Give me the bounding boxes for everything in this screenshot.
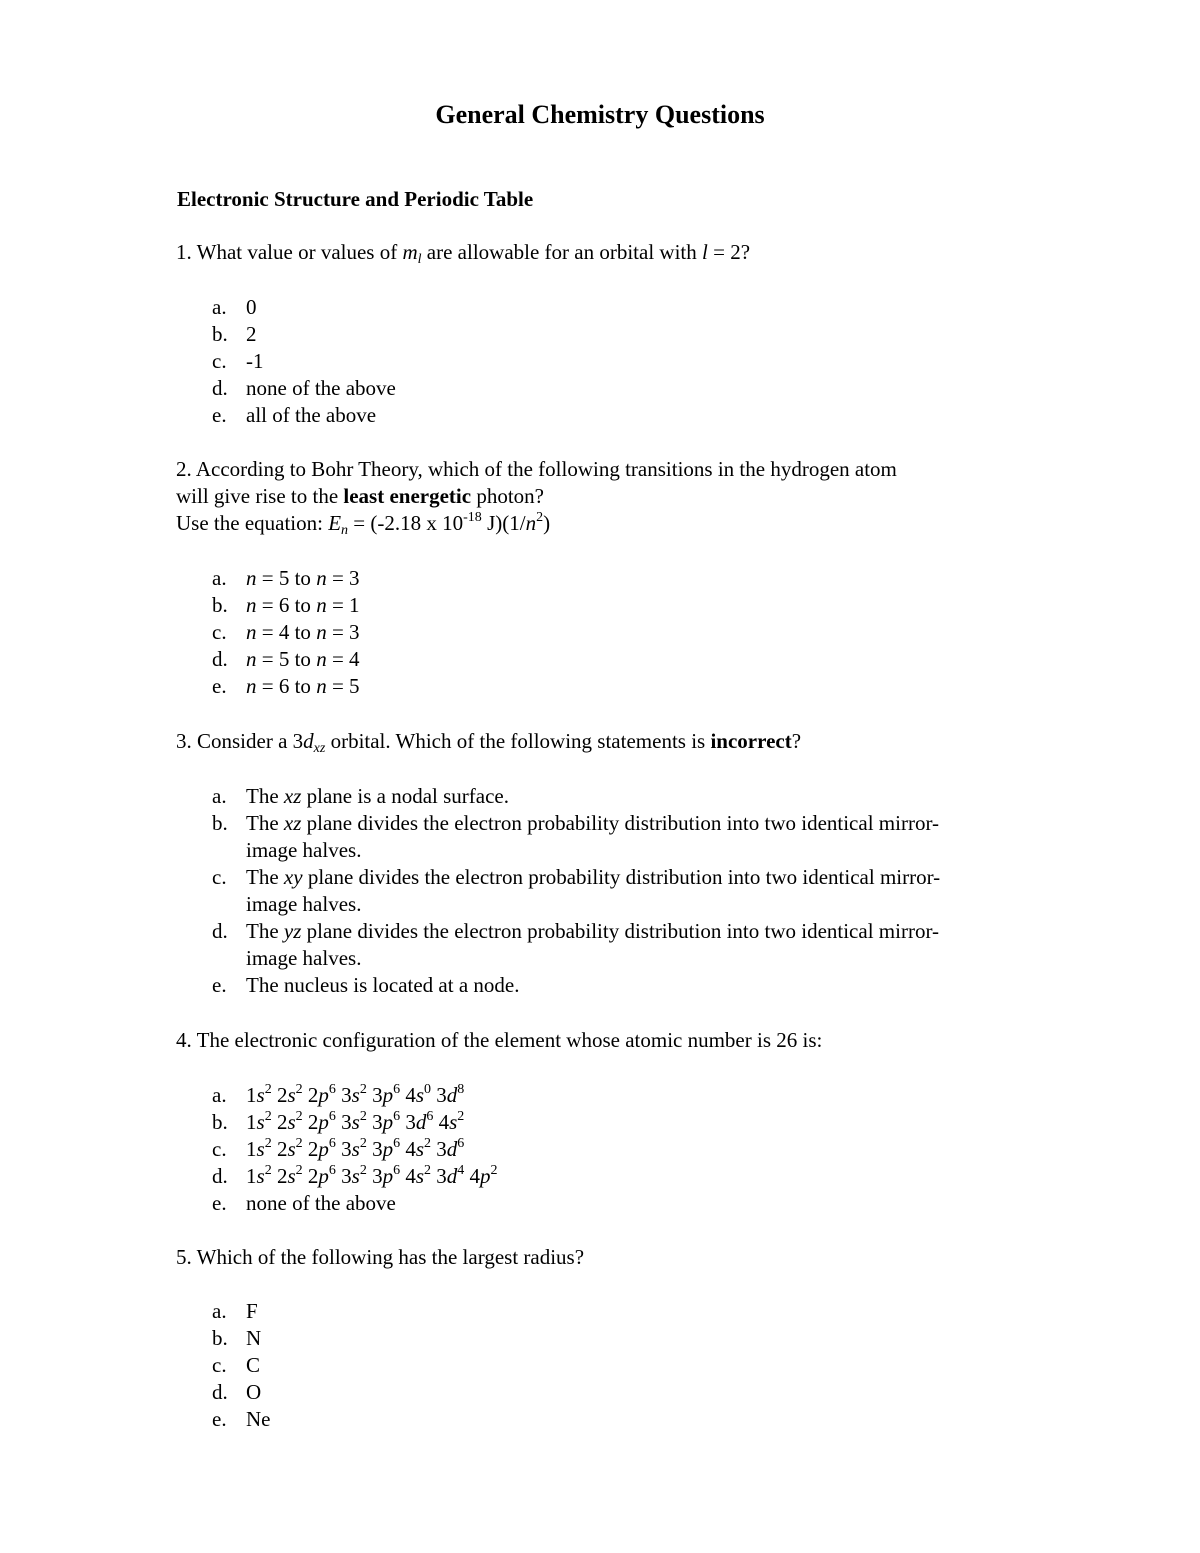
- option-text: [246, 810, 966, 864]
- option-pre: The: [246, 919, 284, 943]
- subshell-letter: p: [480, 1164, 491, 1188]
- orbital-term: [246, 1164, 272, 1188]
- from-value: 5: [278, 566, 290, 590]
- to-word: to: [289, 620, 317, 644]
- electron-count: 0: [424, 1082, 431, 1097]
- subshell-letter: d: [446, 1137, 458, 1161]
- orbital-term: [436, 1137, 464, 1161]
- orbital-term: [308, 1164, 336, 1188]
- shell-number: 3: [436, 1164, 447, 1188]
- electron-count: 2: [424, 1163, 431, 1178]
- option: [212, 592, 966, 619]
- q3-d-sub: xz: [313, 741, 326, 756]
- subshell-letter: s: [415, 1137, 424, 1161]
- option-text: [246, 783, 966, 810]
- q2-eq-exp2: 2: [536, 510, 544, 525]
- option: [212, 375, 966, 402]
- q2-eq-e: E: [328, 511, 342, 535]
- orbital-term: [372, 1110, 400, 1134]
- electron-count: 2: [457, 1109, 465, 1124]
- subshell-letter: p: [382, 1083, 394, 1107]
- eq-sign: =: [256, 647, 279, 671]
- subshell-letter: s: [287, 1083, 296, 1107]
- option: [212, 972, 966, 999]
- q2-bold: least energetic: [343, 484, 472, 508]
- electron-count: 6: [393, 1109, 401, 1124]
- shell-number: 3: [405, 1110, 416, 1134]
- option: [212, 321, 966, 348]
- q2-line-2-post: photon?: [471, 484, 544, 508]
- option-text: C: [246, 1353, 261, 1377]
- option-text: 2: [246, 322, 257, 346]
- from-value: 6: [278, 593, 290, 617]
- option-text: -1: [246, 349, 264, 373]
- to-word: to: [289, 566, 317, 590]
- electron-count: 2: [424, 1136, 431, 1151]
- q1-ml-var: m: [402, 240, 418, 264]
- subshell-letter: s: [287, 1137, 296, 1161]
- n-var: n: [246, 620, 257, 644]
- orbital-term: [341, 1164, 367, 1188]
- orbital-term: [405, 1164, 431, 1188]
- orbital-term: [405, 1083, 431, 1107]
- electron-count: 2: [359, 1082, 367, 1097]
- q3-d: d: [303, 729, 314, 753]
- orbital-term: [277, 1137, 303, 1161]
- electron-count: 2: [490, 1163, 498, 1178]
- option-letter: a.: [212, 1083, 227, 1107]
- subshell-letter: p: [382, 1164, 394, 1188]
- shell-number: 3: [341, 1164, 352, 1188]
- electron-count: 6: [328, 1109, 336, 1124]
- shell-number: 4: [405, 1137, 416, 1161]
- q1-text-pre: 1. What value or values of: [176, 240, 403, 264]
- q2-eq-sub: n: [341, 523, 349, 538]
- option-post: plane divides the electron probability distribution into two identical mirror-image halves.: [246, 919, 940, 970]
- option-text: [246, 619, 966, 646]
- option-letter: a.: [212, 566, 227, 590]
- n-var: n: [316, 674, 327, 698]
- electron-count: 2: [295, 1163, 303, 1178]
- electron-config: [246, 1109, 966, 1136]
- question-1-options: [212, 294, 966, 429]
- to-value: 3: [349, 566, 360, 590]
- electron-count: 4: [457, 1163, 465, 1178]
- q2-line-2-pre: will give rise to the: [176, 484, 344, 508]
- electron-config: [246, 1136, 966, 1163]
- q2-line-2: [176, 483, 1016, 510]
- option-letter: d.: [212, 1380, 228, 1404]
- q1-ml-sub: l: [417, 252, 422, 267]
- q2-equation: [176, 510, 1016, 537]
- eq-sign: =: [326, 593, 350, 617]
- orbital-term: [470, 1164, 498, 1188]
- option-letter: b.: [212, 1326, 228, 1350]
- option-text: N: [246, 1326, 262, 1350]
- q2-eq-post: ): [543, 511, 551, 535]
- shell-number: 3: [372, 1137, 383, 1161]
- shell-number: 2: [276, 1164, 288, 1188]
- option: [212, 565, 966, 592]
- question-3-options: [212, 783, 966, 999]
- option-letter: b.: [212, 811, 228, 835]
- option-letter: c.: [212, 865, 227, 889]
- option-text: O: [246, 1380, 262, 1404]
- shell-number: 3: [372, 1083, 383, 1107]
- from-value: 5: [278, 647, 290, 671]
- option: [212, 864, 966, 918]
- option-letter: a.: [212, 1299, 227, 1323]
- electron-count: 8: [457, 1082, 465, 1097]
- question-3: [176, 728, 1016, 755]
- option: [212, 646, 966, 673]
- option: [212, 1082, 966, 1109]
- shell-number: 2: [307, 1110, 319, 1134]
- n-var: n: [316, 593, 327, 617]
- orbital-term: [436, 1083, 464, 1107]
- option-letter: d.: [212, 919, 228, 943]
- electron-count: 2: [264, 1109, 272, 1124]
- to-value: 3: [349, 620, 360, 644]
- orbital-term: [246, 1083, 272, 1107]
- option: [212, 783, 966, 810]
- electron-count: 6: [328, 1163, 336, 1178]
- option: [212, 1298, 966, 1325]
- option: [212, 294, 966, 321]
- option-text: [246, 565, 966, 592]
- option-post: plane divides the electron probability distribution into two identical mirror-image halves.: [246, 811, 940, 862]
- option-text: [246, 864, 966, 918]
- q2-eq-exp: -18: [463, 510, 482, 525]
- option-text: Ne: [246, 1407, 271, 1431]
- eq-sign: =: [326, 647, 350, 671]
- eq-sign: =: [256, 566, 279, 590]
- to-value: 1: [349, 593, 360, 617]
- electron-count: 2: [264, 1082, 272, 1097]
- option-text: [246, 918, 966, 972]
- eq-sign: =: [326, 674, 350, 698]
- n-var: n: [316, 620, 327, 644]
- shell-number: 1: [246, 1137, 257, 1161]
- subshell-letter: s: [256, 1083, 265, 1107]
- option-text: [246, 646, 966, 673]
- from-value: 4: [278, 620, 290, 644]
- question-1: [176, 239, 1016, 266]
- electron-count: 2: [264, 1163, 272, 1178]
- shell-number: 2: [276, 1110, 288, 1134]
- eq-sign: =: [256, 593, 279, 617]
- shell-number: 3: [341, 1137, 352, 1161]
- shell-number: 2: [307, 1164, 319, 1188]
- option-letter: b.: [212, 593, 228, 617]
- electron-count: 6: [393, 1082, 401, 1097]
- question-2-options: [212, 565, 966, 700]
- shell-number: 2: [276, 1137, 288, 1161]
- electron-count: 6: [426, 1109, 434, 1124]
- subshell-letter: p: [318, 1083, 329, 1107]
- shell-number: 2: [276, 1083, 288, 1107]
- electron-count: 6: [457, 1136, 465, 1151]
- subshell-letter: s: [415, 1083, 424, 1107]
- option-letter: e.: [212, 1191, 227, 1215]
- option: [212, 1109, 966, 1136]
- electron-count: 2: [359, 1163, 367, 1178]
- orbital-term: [277, 1083, 303, 1107]
- section-heading: Electronic Structure and Periodic Table: [177, 187, 534, 211]
- question-5: 5. Which of the following has the largest radius?: [176, 1245, 585, 1269]
- shell-number: 3: [341, 1083, 352, 1107]
- subshell-letter: p: [382, 1137, 394, 1161]
- option-text: none of the above: [246, 1191, 396, 1215]
- option-letter: d.: [212, 376, 228, 400]
- plane-var: yz: [283, 919, 302, 943]
- orbital-term: [246, 1110, 272, 1134]
- shell-number: 4: [438, 1110, 450, 1134]
- orbital-term: [277, 1110, 303, 1134]
- shell-number: 1: [246, 1110, 257, 1134]
- plane-var: xz: [283, 784, 302, 808]
- to-word: to: [289, 593, 317, 617]
- option: [212, 402, 966, 429]
- shell-number: 2: [307, 1137, 319, 1161]
- eq-sign: =: [326, 566, 350, 590]
- option-letter: e.: [212, 973, 227, 997]
- plane-var: xz: [283, 811, 302, 835]
- electron-count: 2: [359, 1109, 367, 1124]
- orbital-term: [277, 1164, 303, 1188]
- electron-config: [246, 1082, 966, 1109]
- shell-number: 3: [436, 1083, 447, 1107]
- option: [212, 918, 966, 972]
- option-letter: e.: [212, 403, 227, 427]
- electron-count: 2: [295, 1082, 303, 1097]
- subshell-letter: s: [449, 1110, 458, 1134]
- electron-count: 2: [359, 1136, 367, 1151]
- option: [212, 1406, 966, 1433]
- option: [212, 348, 966, 375]
- subshell-letter: s: [256, 1137, 265, 1161]
- option-post: plane divides the electron probability distribution into two identical mirror-image halves.: [246, 865, 941, 916]
- option-text: all of the above: [246, 403, 377, 427]
- subshell-letter: d: [446, 1083, 458, 1107]
- subshell-letter: p: [382, 1110, 394, 1134]
- subshell-letter: s: [351, 1137, 360, 1161]
- q2-eq-mid2: J)(1/: [481, 511, 526, 535]
- subshell-letter: s: [415, 1164, 424, 1188]
- orbital-term: [439, 1110, 465, 1134]
- to-word: to: [289, 647, 317, 671]
- to-value: 4: [349, 647, 360, 671]
- q1-l-var: l: [702, 240, 708, 264]
- shell-number: 4: [405, 1164, 416, 1188]
- orbital-term: [405, 1110, 433, 1134]
- option-letter: c.: [212, 349, 227, 373]
- subshell-letter: p: [318, 1137, 329, 1161]
- shell-number: 2: [307, 1083, 319, 1107]
- q2-eq-pre: Use the equation:: [176, 511, 329, 535]
- option-post: plane is a nodal surface.: [301, 784, 509, 808]
- subshell-letter: d: [415, 1110, 427, 1134]
- n-var: n: [246, 593, 257, 617]
- electron-count: 2: [264, 1136, 272, 1151]
- q3-bold: incorrect: [710, 729, 792, 753]
- shell-number: 3: [436, 1137, 447, 1161]
- option: [212, 619, 966, 646]
- option-letter: c.: [212, 1137, 227, 1161]
- option-text: [246, 592, 966, 619]
- option: [212, 1352, 966, 1379]
- electron-count: 2: [295, 1136, 303, 1151]
- option: [212, 1325, 966, 1352]
- option: [212, 673, 966, 700]
- question-4: 4. The electronic configuration of the element whose atomic number is 26 is:: [176, 1028, 823, 1052]
- electron-count: 6: [393, 1136, 401, 1151]
- question-4-options: [212, 1082, 966, 1217]
- electron-count: 6: [393, 1163, 401, 1178]
- eq-sign: =: [256, 620, 279, 644]
- option-letter: e.: [212, 1407, 227, 1431]
- from-value: 6: [278, 674, 290, 698]
- subshell-letter: s: [256, 1164, 265, 1188]
- orbital-term: [341, 1110, 367, 1134]
- electron-config: [246, 1163, 966, 1190]
- q2-eq-n: n: [525, 511, 537, 535]
- eq-sign: =: [326, 620, 350, 644]
- option-pre: The: [246, 811, 284, 835]
- option-text: none of the above: [246, 376, 396, 400]
- option-letter: a.: [212, 295, 227, 319]
- orbital-term: [308, 1083, 336, 1107]
- plane-var: xy: [283, 865, 303, 889]
- subshell-letter: p: [318, 1164, 329, 1188]
- option-text: The nucleus is located at a node.: [246, 973, 520, 997]
- q3-text-mid: orbital. Which of the following statements is: [325, 729, 711, 753]
- to-word: to: [289, 674, 317, 698]
- orbital-term: [246, 1137, 272, 1161]
- shell-number: 4: [405, 1083, 416, 1107]
- question-2: [176, 456, 1016, 537]
- orbital-term: [372, 1137, 400, 1161]
- q2-eq-mid: = (-2.18 x 10: [348, 511, 464, 535]
- subshell-letter: s: [287, 1110, 296, 1134]
- option-letter: e.: [212, 674, 227, 698]
- option-letter: c.: [212, 620, 227, 644]
- shell-number: 3: [341, 1110, 352, 1134]
- electron-count: 6: [328, 1082, 336, 1097]
- orbital-term: [372, 1164, 400, 1188]
- subshell-letter: s: [256, 1110, 265, 1134]
- option: [212, 810, 966, 864]
- option-text: 0: [246, 295, 257, 319]
- orbital-term: [308, 1137, 336, 1161]
- option-letter: d.: [212, 647, 228, 671]
- n-var: n: [316, 566, 327, 590]
- option-letter: b.: [212, 322, 228, 346]
- shell-number: 1: [246, 1164, 257, 1188]
- n-var: n: [246, 647, 257, 671]
- option: [212, 1379, 966, 1406]
- n-var: n: [246, 674, 257, 698]
- to-value: 5: [349, 674, 360, 698]
- option: [212, 1190, 966, 1217]
- shell-number: 1: [246, 1083, 257, 1107]
- orbital-term: [436, 1164, 464, 1188]
- option-letter: a.: [212, 784, 227, 808]
- electron-count: 2: [295, 1109, 303, 1124]
- subshell-letter: s: [351, 1083, 360, 1107]
- option-pre: The: [246, 784, 284, 808]
- orbital-term: [341, 1137, 367, 1161]
- option-letter: b.: [212, 1110, 228, 1134]
- option-text: [246, 673, 966, 700]
- q1-text-mid: are allowable for an orbital with: [421, 240, 703, 264]
- subshell-letter: s: [351, 1110, 360, 1134]
- q3-text-post: ?: [791, 729, 802, 753]
- subshell-letter: s: [351, 1164, 360, 1188]
- orbital-term: [405, 1137, 431, 1161]
- page-title: General Chemistry Questions: [435, 100, 765, 129]
- option: [212, 1163, 966, 1190]
- option-letter: c.: [212, 1353, 227, 1377]
- n-var: n: [316, 647, 327, 671]
- subshell-letter: s: [287, 1164, 296, 1188]
- subshell-letter: d: [446, 1164, 458, 1188]
- eq-sign: =: [256, 674, 279, 698]
- n-var: n: [246, 566, 257, 590]
- shell-number: 3: [372, 1110, 383, 1134]
- q1-text-post: = 2?: [707, 240, 751, 264]
- question-5-options: [212, 1298, 966, 1433]
- shell-number: 3: [372, 1164, 383, 1188]
- q2-line-1: 2. According to Bohr Theory, which of the following transitions in the hydrogen atom: [176, 457, 897, 481]
- orbital-term: [341, 1083, 367, 1107]
- option-pre: The: [246, 865, 284, 889]
- orbital-term: [308, 1110, 336, 1134]
- subshell-letter: p: [318, 1110, 329, 1134]
- electron-count: 6: [328, 1136, 336, 1151]
- option: [212, 1136, 966, 1163]
- q3-text-pre: 3. Consider a 3: [176, 729, 304, 753]
- shell-number: 4: [469, 1164, 480, 1188]
- option-letter: d.: [212, 1164, 228, 1188]
- option-text: F: [246, 1299, 258, 1323]
- orbital-term: [372, 1083, 400, 1107]
